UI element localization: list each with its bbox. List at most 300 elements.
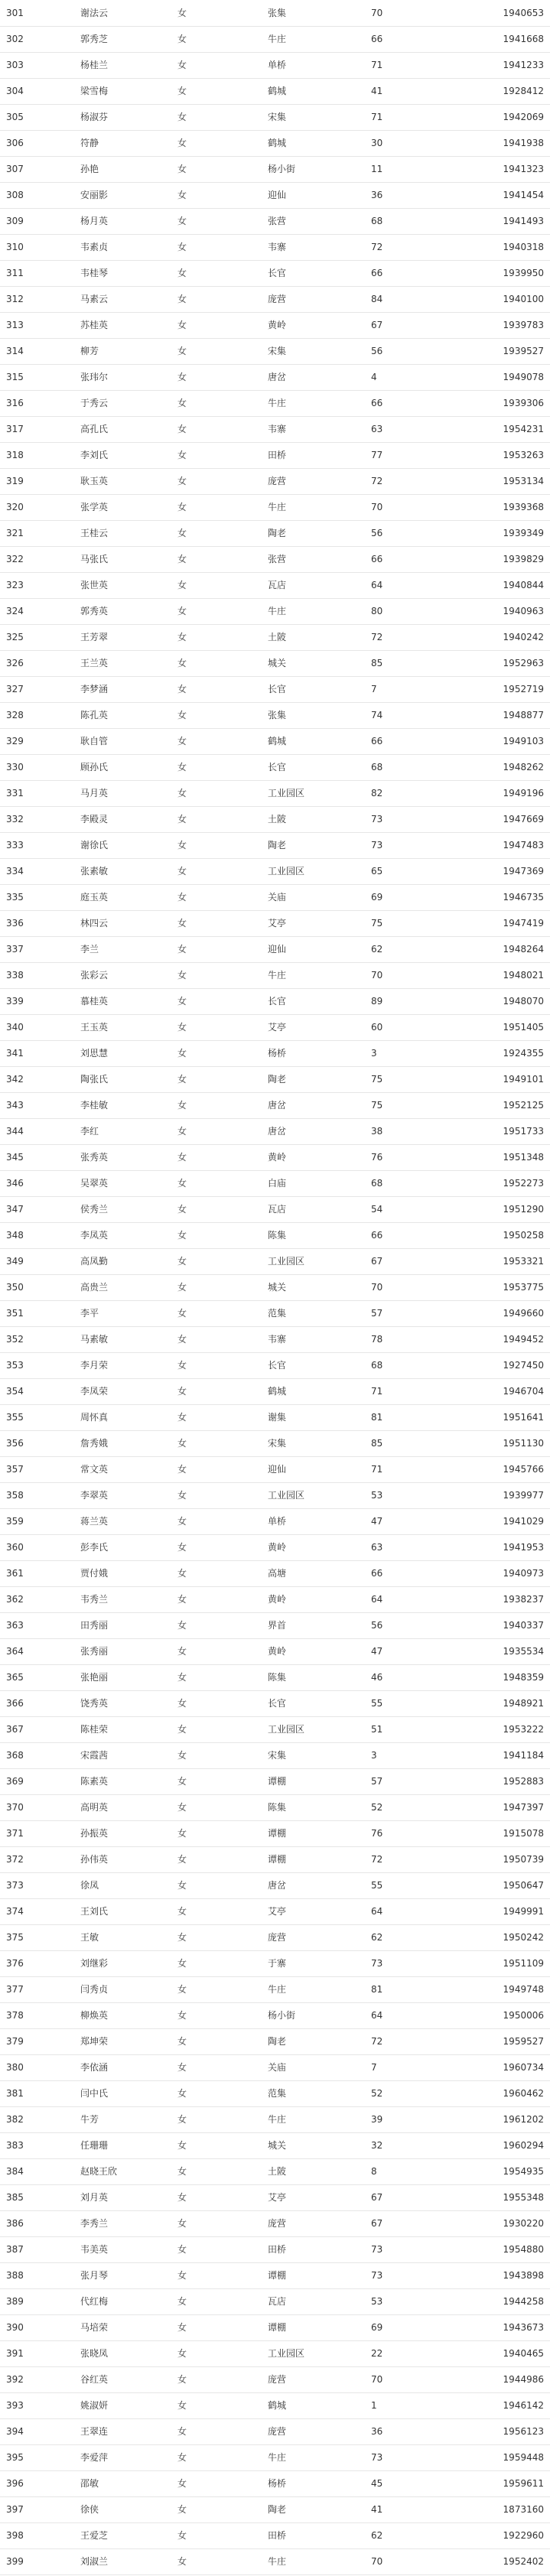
person-name-cell: 张秀英 [80,1144,177,1170]
table-row [0,936,550,962]
table-row [0,234,550,260]
table-row [0,2210,550,2236]
row-number-cell: 373 [0,1872,80,1898]
location-cell: 工业园区 [268,858,371,884]
age-cell: 68 [371,754,486,780]
record-number-cell: 1949196 [486,780,550,806]
row-number-cell: 344 [0,1118,80,1144]
row-number-cell: 366 [0,1690,80,1716]
row-number-cell: 332 [0,806,80,832]
row-number-cell: 369 [0,1768,80,1794]
person-name-cell: 王刘氏 [80,1898,177,1924]
person-name-cell: 安丽影 [80,182,177,208]
row-number-cell: 394 [0,2418,80,2444]
table-row [0,1976,550,2002]
gender-cell: 女 [177,1898,268,1924]
row-number-cell: 358 [0,1482,80,1508]
age-cell: 63 [371,1534,486,1560]
person-name-cell: 王翠连 [80,2418,177,2444]
location-cell: 张集 [268,0,371,26]
table-row [0,1222,550,1248]
gender-cell: 女 [177,390,268,416]
person-name-cell: 牛芳 [80,2106,177,2132]
table-row [0,650,550,676]
age-cell: 68 [371,1352,486,1378]
row-number-cell: 335 [0,884,80,910]
person-name-cell: 李秀兰 [80,2210,177,2236]
record-number-cell: 1947669 [486,806,550,832]
age-cell: 71 [371,104,486,130]
age-cell: 46 [371,1664,486,1690]
person-name-cell: 常文英 [80,1456,177,1482]
table-row [0,1638,550,1664]
gender-cell: 女 [177,1352,268,1378]
location-cell: 界首 [268,1612,371,1638]
age-cell: 51 [371,1716,486,1742]
gender-cell: 女 [177,2522,268,2548]
record-number-cell: 1950006 [486,2002,550,2028]
table-row [0,130,550,156]
person-name-cell: 王玉英 [80,1014,177,1040]
person-name-cell: 马素云 [80,286,177,312]
location-cell: 范集 [268,2080,371,2106]
person-name-cell: 李平 [80,1300,177,1326]
person-name-cell: 侯秀兰 [80,1196,177,1222]
person-name-cell: 高孔氏 [80,416,177,442]
table-row [0,1352,550,1378]
gender-cell: 女 [177,2210,268,2236]
row-number-cell: 393 [0,2392,80,2418]
age-cell: 73 [371,806,486,832]
gender-cell: 女 [177,182,268,208]
gender-cell: 女 [177,1248,268,1274]
row-number-cell: 376 [0,1950,80,1976]
person-name-cell: 符静 [80,130,177,156]
row-number-cell: 355 [0,1404,80,1430]
gender-cell: 女 [177,2106,268,2132]
age-cell: 52 [371,2080,486,2106]
location-cell: 杨小街 [268,156,371,182]
age-cell: 81 [371,1976,486,2002]
record-number-cell: 1953134 [486,468,550,494]
person-name-cell: 柳芳 [80,338,177,364]
gender-cell: 女 [177,676,268,702]
table-row [0,1482,550,1508]
gender-cell: 女 [177,1950,268,1976]
person-name-cell: 耿玉英 [80,468,177,494]
location-cell: 关庙 [268,2054,371,2080]
record-number-cell: 1950739 [486,1846,550,1872]
gender-cell: 女 [177,2158,268,2184]
record-number-cell: 1951733 [486,1118,550,1144]
gender-cell: 女 [177,2340,268,2366]
person-name-cell: 郭秀芝 [80,26,177,52]
record-number-cell: 1941668 [486,26,550,52]
location-cell: 牛庄 [268,598,371,624]
age-cell: 41 [371,2496,486,2522]
person-name-cell: 邵敏 [80,2470,177,2496]
location-cell: 高塘 [268,1560,371,1586]
table-row [0,1612,550,1638]
location-cell: 土陂 [268,2158,371,2184]
table-row [0,2392,550,2418]
record-number-cell: 1952125 [486,1092,550,1118]
location-cell: 单桥 [268,52,371,78]
location-cell: 张集 [268,702,371,728]
gender-cell: 女 [177,2002,268,2028]
gender-cell: 女 [177,2392,268,2418]
record-number-cell: 1941953 [486,1534,550,1560]
gender-cell: 女 [177,936,268,962]
row-number-cell: 396 [0,2470,80,2496]
location-cell: 黄岭 [268,312,371,338]
record-number-cell: 1949660 [486,1300,550,1326]
table-row [0,1586,550,1612]
person-name-cell: 周怀真 [80,1404,177,1430]
record-number-cell: 1940337 [486,1612,550,1638]
location-cell: 陶老 [268,832,371,858]
gender-cell: 女 [177,598,268,624]
gender-cell: 女 [177,208,268,234]
person-name-cell: 孙振英 [80,1820,177,1846]
table-row [0,78,550,104]
location-cell: 宋集 [268,104,371,130]
person-name-cell: 张学英 [80,494,177,520]
gender-cell: 女 [177,832,268,858]
location-cell: 黄岭 [268,1144,371,1170]
gender-cell: 女 [177,286,268,312]
age-cell: 45 [371,2470,486,2496]
record-number-cell: 1953222 [486,1716,550,1742]
age-cell: 72 [371,624,486,650]
row-number-cell: 337 [0,936,80,962]
age-cell: 77 [371,442,486,468]
row-number-cell: 307 [0,156,80,182]
person-name-cell: 宋霞茜 [80,1742,177,1768]
gender-cell: 女 [177,624,268,650]
record-number-cell: 1939368 [486,494,550,520]
location-cell: 土陂 [268,806,371,832]
age-cell: 67 [371,2184,486,2210]
record-number-cell: 1922960 [486,2522,550,2548]
table-row [0,2002,550,2028]
location-cell: 张营 [268,546,371,572]
table-row [0,1820,550,1846]
location-cell: 工业园区 [268,1482,371,1508]
gender-cell: 女 [177,754,268,780]
row-number-cell: 370 [0,1794,80,1820]
age-cell: 4 [371,364,486,390]
location-cell: 杨小街 [268,2002,371,2028]
location-cell: 陈集 [268,1794,371,1820]
person-name-cell: 李殿灵 [80,806,177,832]
table-row [0,2184,550,2210]
location-cell: 谭棚 [268,2314,371,2340]
row-number-cell: 395 [0,2444,80,2470]
age-cell: 70 [371,2366,486,2392]
age-cell: 70 [371,1274,486,1300]
record-number-cell: 1951290 [486,1196,550,1222]
age-cell: 64 [371,2002,486,2028]
person-name-cell: 彭李氏 [80,1534,177,1560]
row-number-cell: 328 [0,702,80,728]
record-number-cell: 1945766 [486,1456,550,1482]
row-number-cell: 338 [0,962,80,988]
location-cell: 庞营 [268,1924,371,1950]
record-number-cell: 1952273 [486,1170,550,1196]
age-cell: 72 [371,468,486,494]
person-name-cell: 贾付娥 [80,1560,177,1586]
table-row [0,1768,550,1794]
record-number-cell: 1939829 [486,546,550,572]
table-row [0,1378,550,1404]
table-row [0,1794,550,1820]
record-number-cell: 1951348 [486,1144,550,1170]
age-cell: 38 [371,1118,486,1144]
age-cell: 62 [371,1924,486,1950]
location-cell: 瓦店 [268,1196,371,1222]
person-name-cell: 高明英 [80,1794,177,1820]
location-cell: 谭棚 [268,1768,371,1794]
gender-cell: 女 [177,312,268,338]
gender-cell: 女 [177,650,268,676]
age-cell: 73 [371,2236,486,2262]
gender-cell: 女 [177,1014,268,1040]
row-number-cell: 360 [0,1534,80,1560]
location-cell: 庞营 [268,468,371,494]
row-number-cell: 324 [0,598,80,624]
gender-cell: 女 [177,858,268,884]
table-row [0,2548,550,2574]
table-row [0,806,550,832]
gender-cell: 女 [177,962,268,988]
record-number-cell: 1939306 [486,390,550,416]
table-row [0,494,550,520]
location-cell: 工业园区 [268,780,371,806]
table-row [0,1872,550,1898]
age-cell: 68 [371,208,486,234]
person-name-cell: 张秀丽 [80,1638,177,1664]
age-cell: 75 [371,1066,486,1092]
person-name-cell: 陈桂荣 [80,1716,177,1742]
age-cell: 70 [371,0,486,26]
age-cell: 74 [371,702,486,728]
table-row [0,1430,550,1456]
row-number-cell: 367 [0,1716,80,1742]
record-number-cell: 1927450 [486,1352,550,1378]
age-cell: 73 [371,832,486,858]
record-number-cell: 1959611 [486,2470,550,2496]
age-cell: 68 [371,1170,486,1196]
table-row [0,1950,550,1976]
table-row [0,1092,550,1118]
record-number-cell: 1947483 [486,832,550,858]
age-cell: 82 [371,780,486,806]
gender-cell: 女 [177,1742,268,1768]
person-name-cell: 耿自管 [80,728,177,754]
age-cell: 8 [371,2158,486,2184]
location-cell: 艾亭 [268,1014,371,1040]
row-number-cell: 304 [0,78,80,104]
record-number-cell: 1940242 [486,624,550,650]
table-row [0,1014,550,1040]
gender-cell: 女 [177,2470,268,2496]
gender-cell: 女 [177,364,268,390]
gender-cell: 女 [177,442,268,468]
age-cell: 11 [371,156,486,182]
gender-cell: 女 [177,1222,268,1248]
person-name-cell: 张月琴 [80,2262,177,2288]
table-row [0,546,550,572]
age-cell: 47 [371,1638,486,1664]
age-cell: 67 [371,312,486,338]
record-number-cell: 1930220 [486,2210,550,2236]
table-row [0,962,550,988]
row-number-cell: 348 [0,1222,80,1248]
location-cell: 单桥 [268,1508,371,1534]
row-number-cell: 311 [0,260,80,286]
row-number-cell: 339 [0,988,80,1014]
table-row [0,2522,550,2548]
location-cell: 黄岭 [268,1534,371,1560]
record-number-cell: 1942069 [486,104,550,130]
record-number-cell: 1938237 [486,1586,550,1612]
person-name-cell: 林四云 [80,910,177,936]
gender-cell: 女 [177,1378,268,1404]
row-number-cell: 327 [0,676,80,702]
person-name-cell: 徐凤 [80,1872,177,1898]
gender-cell: 女 [177,2496,268,2522]
person-name-cell: 马素敏 [80,1326,177,1352]
age-cell: 66 [371,1560,486,1586]
age-cell: 62 [371,2522,486,2548]
record-number-cell: 1940318 [486,234,550,260]
age-cell: 7 [371,2054,486,2080]
age-cell: 67 [371,1248,486,1274]
gender-cell: 女 [177,1794,268,1820]
row-number-cell: 377 [0,1976,80,2002]
location-cell: 黄岭 [268,1586,371,1612]
gender-cell: 女 [177,1092,268,1118]
location-cell: 唐岔 [268,1118,371,1144]
table-row [0,2288,550,2314]
record-number-cell: 1941938 [486,130,550,156]
record-number-cell: 1947419 [486,910,550,936]
record-number-cell: 1959527 [486,2028,550,2054]
age-cell: 64 [371,1586,486,1612]
age-cell: 66 [371,390,486,416]
row-number-cell: 399 [0,2548,80,2574]
location-cell: 工业园区 [268,1716,371,1742]
row-number-cell: 372 [0,1846,80,1872]
table-row [0,442,550,468]
person-name-cell: 慕桂英 [80,988,177,1014]
person-name-cell: 赵晓王欣 [80,2158,177,2184]
location-cell: 瓦店 [268,572,371,598]
table-row [0,1326,550,1352]
table-row [0,364,550,390]
person-name-cell: 吴翠英 [80,1170,177,1196]
row-number-cell: 351 [0,1300,80,1326]
row-number-cell: 389 [0,2288,80,2314]
age-cell: 70 [371,962,486,988]
gender-cell: 女 [177,2184,268,2210]
row-number-cell: 397 [0,2496,80,2522]
gender-cell: 女 [177,780,268,806]
person-name-cell: 任珊珊 [80,2132,177,2158]
row-number-cell: 305 [0,104,80,130]
person-name-cell: 谢徐氏 [80,832,177,858]
person-name-cell: 刘月英 [80,2184,177,2210]
gender-cell: 女 [177,1586,268,1612]
person-name-cell: 韦素贞 [80,234,177,260]
record-number-cell: 1943898 [486,2262,550,2288]
record-number-cell: 1956123 [486,2418,550,2444]
record-number-cell: 1960294 [486,2132,550,2158]
location-cell: 长官 [268,260,371,286]
table-row [0,988,550,1014]
age-cell: 89 [371,988,486,1014]
row-number-cell: 309 [0,208,80,234]
row-number-cell: 334 [0,858,80,884]
row-number-cell: 321 [0,520,80,546]
record-number-cell: 1915078 [486,1820,550,1846]
location-cell: 庞营 [268,2418,371,2444]
location-cell: 庞营 [268,2366,371,2392]
age-cell: 62 [371,936,486,962]
row-number-cell: 346 [0,1170,80,1196]
gender-cell: 女 [177,1144,268,1170]
person-name-cell: 马张氏 [80,546,177,572]
gender-cell: 女 [177,2314,268,2340]
table-row [0,1560,550,1586]
table-row [0,260,550,286]
age-cell: 57 [371,1300,486,1326]
table-row [0,2418,550,2444]
row-number-cell: 347 [0,1196,80,1222]
location-cell: 陈集 [268,1222,371,1248]
person-name-cell: 张玮尔 [80,364,177,390]
person-name-cell: 李翠英 [80,1482,177,1508]
age-cell: 57 [371,1768,486,1794]
location-cell: 宋集 [268,338,371,364]
location-cell: 韦寨 [268,416,371,442]
person-name-cell: 韦美英 [80,2236,177,2262]
person-name-cell: 田秀丽 [80,1612,177,1638]
gender-cell: 女 [177,1872,268,1898]
gender-cell: 女 [177,1976,268,2002]
person-name-cell: 陶张氏 [80,1066,177,1092]
table-row [0,1248,550,1274]
location-cell: 牛庄 [268,962,371,988]
person-name-cell: 李月荣 [80,1352,177,1378]
person-name-cell: 陈孔英 [80,702,177,728]
location-cell: 鹤城 [268,2392,371,2418]
gender-cell: 女 [177,2054,268,2080]
person-name-cell: 苏桂英 [80,312,177,338]
person-name-cell: 孙伟英 [80,1846,177,1872]
age-cell: 64 [371,1898,486,1924]
person-name-cell: 谢法云 [80,0,177,26]
table-row [0,104,550,130]
location-cell: 长官 [268,676,371,702]
record-number-cell: 1946704 [486,1378,550,1404]
person-name-cell: 饶秀英 [80,1690,177,1716]
record-number-cell: 1940963 [486,598,550,624]
age-cell: 72 [371,2028,486,2054]
gender-cell: 女 [177,1534,268,1560]
row-number-cell: 382 [0,2106,80,2132]
